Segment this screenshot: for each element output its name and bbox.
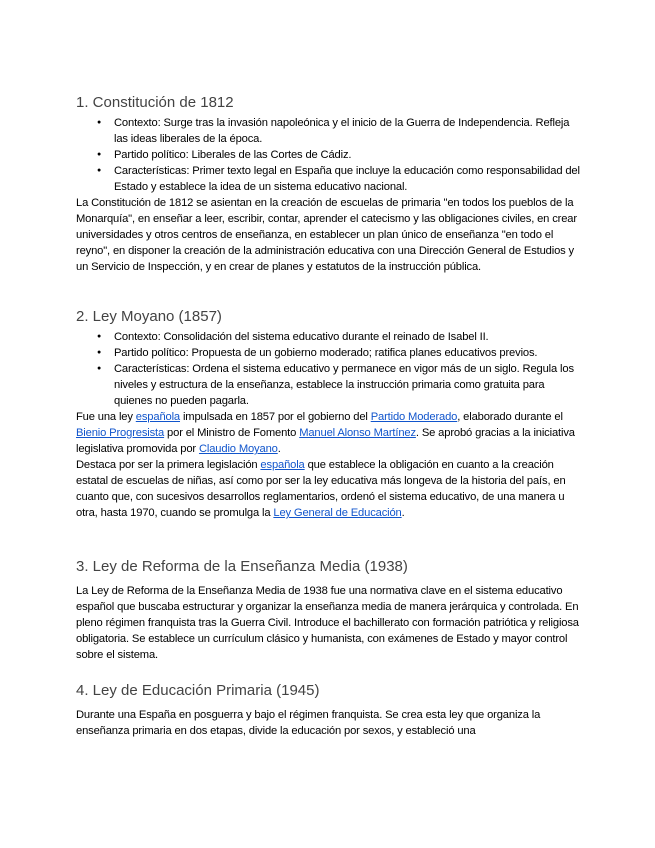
link-manuel-alonso-martinez[interactable]: Manuel Alonso Martínez xyxy=(299,427,416,439)
text-run: , elaborado durante el xyxy=(457,411,563,423)
heading-constitucion-1812: 1. Constitución de 1812 xyxy=(76,94,234,111)
paragraph-moyano-2 xyxy=(76,457,585,521)
bullet-list-constitucion xyxy=(76,115,585,195)
list-item: ● Partido político: Propuesta de un gobierno moderado; ratifica planes educativos previos. xyxy=(114,345,585,361)
link-espanola-2[interactable]: española xyxy=(260,459,305,471)
text-run: impulsada en 1857 por el gobierno del xyxy=(180,411,371,423)
list-item: ● Partido político: Liberales de las Cortes de Cádiz. xyxy=(114,147,585,163)
list-item: ● Contexto: Consolidación del sistema educativo durante el reinado de Isabel II. xyxy=(114,329,585,345)
text-run: Destaca por ser la primera legislación xyxy=(76,459,261,471)
paragraph-educacion-primaria: Durante una España en posguerra y bajo el régimen franquista. Se crea esta ley que organiza la enseñanza primaria en dos etapas, divide la educación por sexos, y estableció una xyxy=(76,709,541,737)
link-bienio-progresista[interactable]: Bienio Progresista xyxy=(76,427,165,439)
heading-ley-educacion-primaria: 4. Ley de Educación Primaria (1945) xyxy=(76,682,320,699)
text-run: que establece la obligación en cuanto a la creación estatal de escuelas de niñas, así como por ser la ley educativa más longeva de la historia del país, en cuanto que, con sucesivos desarrollos reglamentarios, ordenó el sistema educativo, de una manera u otra, hasta 1970, cuando se promulga la xyxy=(76,459,566,519)
heading-ley-moyano: 2. Ley Moyano (1857) xyxy=(76,308,222,325)
list-item: ● Características: Primer texto legal en España que incluye la educación como responsabilidad del Estado y establece la idea de un sistema educativo nacional. xyxy=(114,163,585,195)
text-run: . xyxy=(401,507,405,519)
text-run: . Se aprobó gracias a la iniciativa legislativa promovida por xyxy=(76,427,575,455)
paragraph-constitucion: La Constitución de 1812 se asientan en la creación de escuelas de primaria "en todos los pueblos de la Monarquía", en enseñar a leer, escribir, contar, aprender el catecismo y las obligaciones civiles, en crear universidades y otros centros de enseñanza, en establecer un plan único de enseñanza "en todo el reyno", en disponer la creación de la administración educativa con una Dirección General de Estudios y un Servicio de Inspección, y en crear de planes y estatutos de la instrucción pública. xyxy=(76,197,577,273)
text-run: Fue una ley xyxy=(76,411,136,423)
text-run: . xyxy=(277,443,281,455)
link-espanola[interactable]: española xyxy=(135,411,180,423)
heading-ley-reforma-ensenanza-media: 3. Ley de Reforma de la Enseñanza Media (1938) xyxy=(76,558,408,575)
link-ley-general-educacion[interactable]: Ley General de Educación xyxy=(273,507,402,519)
link-claudio-moyano[interactable]: Claudio Moyano xyxy=(198,443,278,455)
list-item: ● Contexto: Surge tras la invasión napoleónica y el inicio de la Guerra de Independencia. Refleja las ideas liberales de la época. xyxy=(114,115,585,147)
link-partido-moderado[interactable]: Partido Moderado xyxy=(370,411,458,423)
paragraph-moyano-1 xyxy=(76,409,585,457)
bullet-list-moyano xyxy=(76,329,585,409)
paragraph-reforma-ensenanza-media: La Ley de Reforma de la Enseñanza Media de 1938 fue una normativa clave en el sistema educativo español que buscaba estructurar y organizar la enseñanza media de manera jerárquica y controlada. En pleno régimen franquista tras la Guerra Civil. Introduce el bachillerato con formación patriótica y religiosa obligatoria. Se establece un currículum clásico y humanista, con exámenes de Estado y mayor control sobre el sistema. xyxy=(76,585,579,661)
text-run: por el Ministro de Fomento xyxy=(164,427,300,439)
list-item: ● Características: Ordena el sistema educativo y permanece en vigor más de un siglo. Regula los niveles y estructura de la enseñanza, establece la instrucción primaria como gratuita para quienes no pueden pagarla. xyxy=(114,361,585,409)
